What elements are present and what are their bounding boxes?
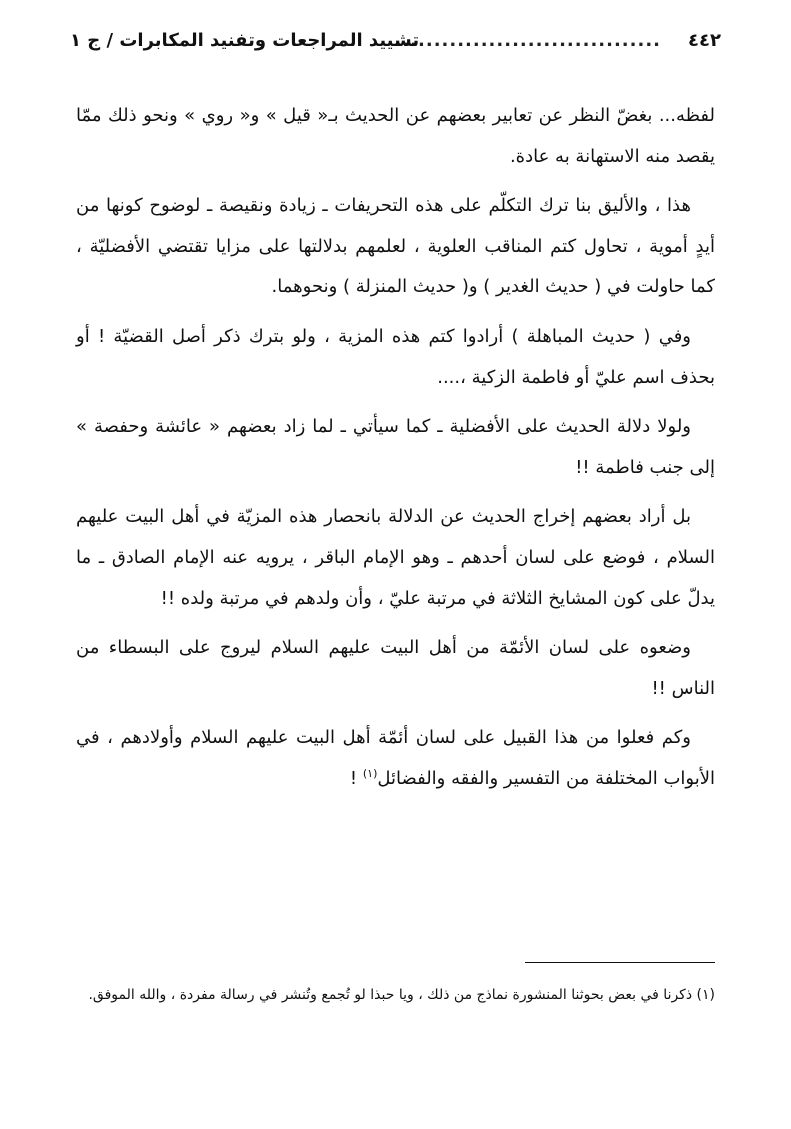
page-header <box>70 30 721 56</box>
paragraph: وضعوه على لسان الأئمّة من أهل البيت عليهم السلام ليروج على البسطاء من الناس !! <box>76 637 715 699</box>
paragraph-text: وكم فعلوا من هذا القبيل على لسان أئمّة أهل البيت عليهم السلام وأولادهم ، في الأبواب المختلفة من التفسير والفقه والفضائل <box>76 727 715 789</box>
header-leader-dots: .................................. <box>394 30 661 51</box>
paragraph: لفظه... بغضّ النظر عن تعابير بعضهم عن الحديث بـ« قيل » و« روي » ونحو ذلك ممّا يقصد منه الاستهانة به عادة. <box>76 105 715 167</box>
paragraph <box>76 718 715 799</box>
paragraph: وفي ( حديث المباهلة ) أرادوا كتم هذه المزية ، ولو بترك ذكر أصل القضيّة ! أو بحذف اسم عليّ أو فاطمة الزكية ،.... <box>76 325 715 388</box>
paragraph-end: ! <box>349 767 363 789</box>
page-number: ٤٤٢ <box>688 30 721 51</box>
running-title: تشييد المراجعات وتفنيد المكابرات / ج ١ <box>70 30 420 51</box>
paragraph: بل أراد بعضهم إخراج الحديث عن الدلالة بانحصار هذه المزيّة في أهل البيت عليهم السلام ، فوضع على لسان أحدهم ـ وهو الإمام الباقر ، يرويه عنه الإمام الصادق ـ ما يدلّ على كون المشايخ الثلاثة في مرتبة عليّ ، وأن ولدهم في مرتبة ولده !! <box>76 506 715 609</box>
paragraph: هذا ، والأليق بنا ترك التكلّم على هذه التحريفات ـ زيادة ونقيصة ـ لوضوح كونها من أيدٍ أموية ، تحاول كتم المناقب العلوية ، لعلمهم بدلالتها على مزايا تقتضي الأفضليّة ، كما حاولت في ( حديث الغدير ) و( حديث المنزلة ) ونحوهما. <box>76 195 715 298</box>
footnote-reference[interactable]: (١) <box>362 766 378 780</box>
paragraph: ولولا دلالة الحديث على الأفضلية ـ كما سيأتي ـ لما زاد بعضهم « عائشة وحفصة » إلى جنب فاطمة !! <box>76 416 715 478</box>
main-text <box>76 96 715 809</box>
footnote-separator <box>525 962 715 963</box>
footnote: (١) ذكرنا في بعض بحوثنا المنشورة نماذج من ذلك ، ويا حبذا لو تُجمع وتُنشر في رسالة مفردة ، والله الموفق. <box>88 987 715 1003</box>
